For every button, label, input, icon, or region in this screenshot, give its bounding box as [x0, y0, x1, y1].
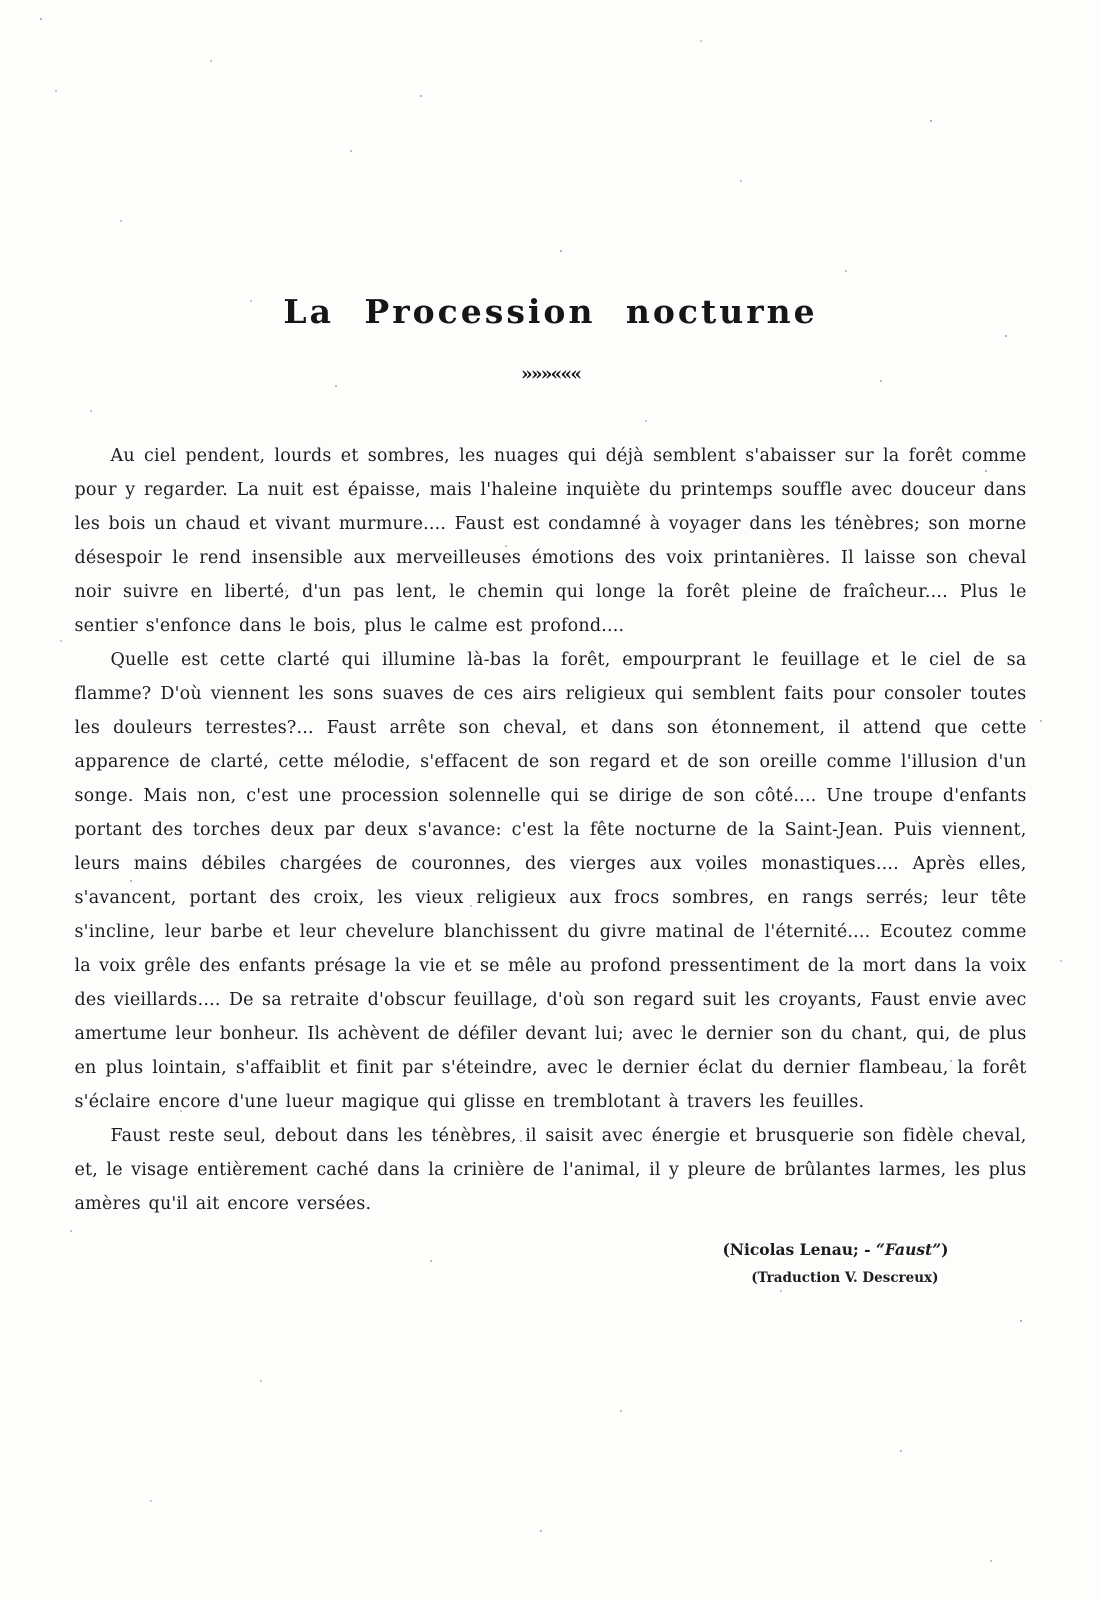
attribution-author-prefix: (Nicolas Lenau; -: [722, 1240, 876, 1259]
attribution-author-suffix: ): [941, 1240, 949, 1259]
paragraph: Faust reste seul, debout dans les ténèbres, il saisit avec énergie et brusquerie son fidèle cheval, et, le visage entièrement caché dans la crinière de l'animal, il y pleure de brûlantes larmes, les plus amères qu'il ait encore versées.: [74, 1126, 1027, 1214]
attribution-work-title: “Faust”: [875, 1240, 942, 1259]
page-title: La Procession nocturne: [283, 292, 818, 331]
attribution: [75, 1235, 1027, 1291]
body-text: [75, 439, 1027, 1221]
scan-noise-speckles: [0, 0, 2, 2]
attribution-translation: (Traduction V. Descreux): [751, 1270, 939, 1286]
paragraph: Au ciel pendent, lourds et sombres, les nuages qui déjà semblent s'abaisser sur la forêt comme pour y regarder. La nuit est épaisse, mais l'haleine inquiète du printemps souffle avec douceur dans les bois un chaud et vivant murmure.... Faust est condamné à voyager dans les ténèbres; son morne désespoir le rend insensible aux merveilleuses émotions des voix printanières. Il laisse son cheval noir suivre en liberté, d'un pas lent, le chemin qui longe la forêt pleine de fraîcheur.... Plus le sentier s'enfonce dans le bois, plus le calme est profond....: [74, 446, 1027, 636]
paragraph: Quelle est cette clarté qui illumine là-bas la forêt, empourprant le feuillage et le ciel de sa flamme? D'où viennent les sons suaves de ces airs religieux qui semblent faits pour consoler toutes les douleurs terrestes?... Faust arrête son cheval, et dans son étonnement, il attend que cette apparence de clarté, cette mélodie, s'effacent de son regard et de son oreille comme l'illusion d'un songe. Mais non, c'est une procession solennelle qui se dirige de son côté.... Une troupe d'enfants portant des torches deux par deux s'avance: c'est la fête nocturne de la Saint-Jean. Puis viennent, leurs mains débiles chargées de couronnes, des vierges aux voiles monastiques.... Après elles, s'avancent, portant des croix, les vieux religieux aux frocs sombres, en rangs serrés; leur tête s'incline, leur barbe et leur chevelure blanchissent du givre matinal de l'éternité.... Ecoutez comme la voix grêle des enfants présage la vie et se mêle au profond pressentiment de la mort dans la voix des vieillards.... De sa retraite d'obscur feuillage, d'où son regard suit les croyants, Faust envie avec amertume leur bonheur. Ils achèvent de défiler devant lui; avec le dernier son du chant, qui, de plus en plus lointain, s'affaiblit et finit par s'éteindre, avec le dernier éclat du dernier flambeau, la forêt s'éclaire encore d'une lueur magique qui glisse en tremblotant à travers les feuilles.: [74, 650, 1027, 1112]
ornament-divider: »»»«««: [520, 363, 581, 385]
attribution-author: [75, 1235, 1027, 1265]
